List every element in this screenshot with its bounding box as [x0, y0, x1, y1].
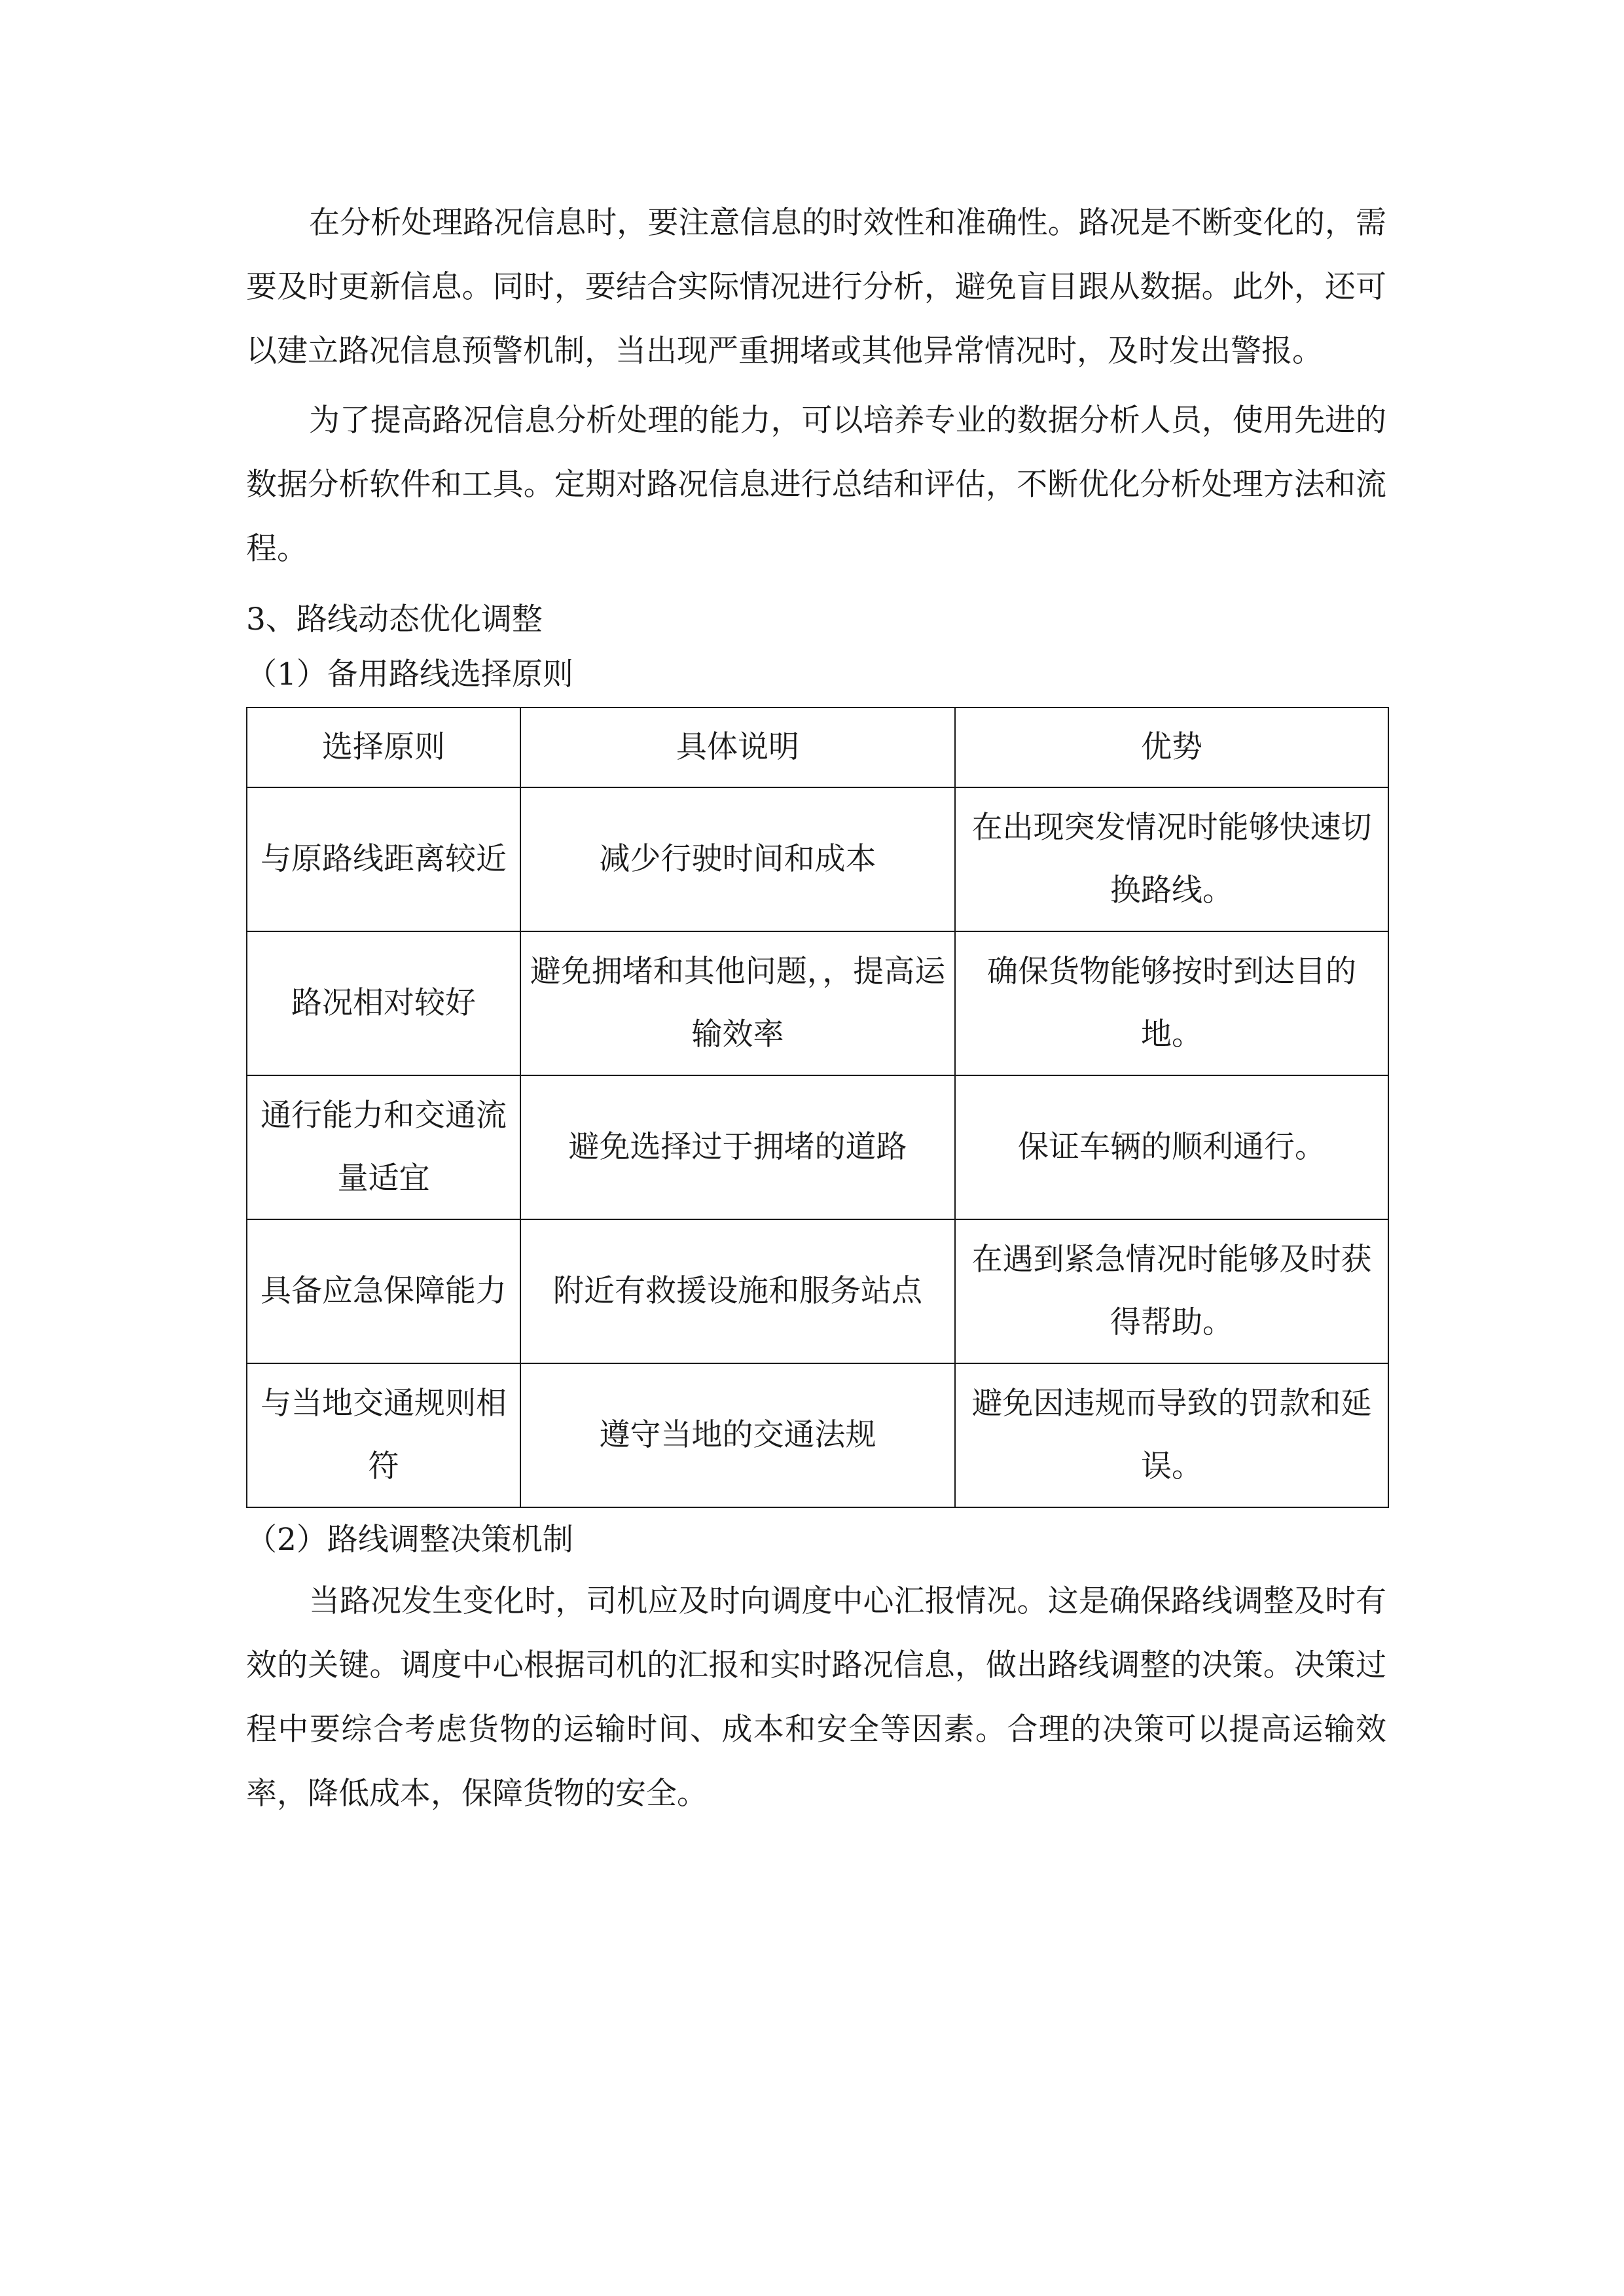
- table-header-cell: 选择原则: [247, 708, 520, 787]
- subheading-route-adjustment-mechanism: （2）路线调整决策机制: [246, 1522, 573, 1558]
- table-cell-principle: 路况相对较好: [247, 931, 520, 1075]
- table-row: [247, 787, 1388, 931]
- table-cell-advantage: 保证车辆的顺利通行。: [955, 1075, 1388, 1219]
- paragraph-road-info-analysis: 在分析处理路况信息时，要注意信息的时效性和准确性。路况是不断变化的，需要及时更新信息。同时，要结合实际情况进行分析，避免盲目跟从数据。此外，还可以建立路况信息预警机制，当出现严重拥堵或其他异常情况时，及时发出警报。: [246, 205, 1386, 369]
- table-cell-principle: 具备应急保障能力: [247, 1219, 520, 1363]
- table-cell-description: 附近有救援设施和服务站点: [520, 1219, 955, 1363]
- table-cell-advantage: 在遇到紧急情况时能够及时获得帮助。: [955, 1219, 1388, 1363]
- table-row: [247, 1219, 1388, 1363]
- table-cell-advantage: 避免因违规而导致的罚款和延误。: [955, 1363, 1388, 1507]
- table-cell-description: 减少行驶时间和成本: [520, 787, 955, 931]
- table-header-cell: 优势: [955, 708, 1388, 787]
- table-row: [247, 1075, 1388, 1219]
- section-heading: 3、路线动态优化调整: [246, 601, 543, 637]
- backup-route-table: [246, 707, 1389, 1508]
- table-row: [247, 931, 1388, 1075]
- paragraph-analysis-capability: 为了提高路况信息分析处理的能力，可以培养专业的数据分析人员，使用先进的数据分析软件和工具。定期对路况信息进行总结和评估，不断优化分析处理方法和流程。: [246, 403, 1386, 567]
- table-cell-description: 避免拥堵和其他问题，，提高运输效率: [520, 931, 955, 1075]
- table-cell-advantage: 确保货物能够按时到达目的地。: [955, 931, 1388, 1075]
- table-header-row: [247, 708, 1388, 787]
- table-cell-principle: 与原路线距离较近: [247, 787, 520, 931]
- table-cell-description: 避免选择过于拥堵的道路: [520, 1075, 955, 1219]
- table-row: [247, 1363, 1388, 1507]
- subheading-backup-route-principles: （1）备用路线选择原则: [246, 656, 573, 692]
- table-cell-description: 遵守当地的交通法规: [520, 1363, 955, 1507]
- table-cell-principle: 与当地交通规则相符: [247, 1363, 520, 1507]
- table-cell-advantage: 在出现突发情况时能够快速切换路线。: [955, 787, 1388, 931]
- paragraph-route-adjustment: 当路况发生变化时，司机应及时向调度中心汇报情况。这是确保路线调整及时有效的关键。调度中心根据司机的汇报和实时路况信息，做出路线调整的决策。决策过程中要综合考虑货物的运输时间、成本和安全等因素。合理的决策可以提高运输效率，降低成本，保障货物的安全。: [246, 1583, 1386, 1812]
- table-cell-principle: 通行能力和交通流量适宜: [247, 1075, 520, 1219]
- document-page: [246, 191, 1386, 1826]
- table-header-cell: 具体说明: [520, 708, 955, 787]
